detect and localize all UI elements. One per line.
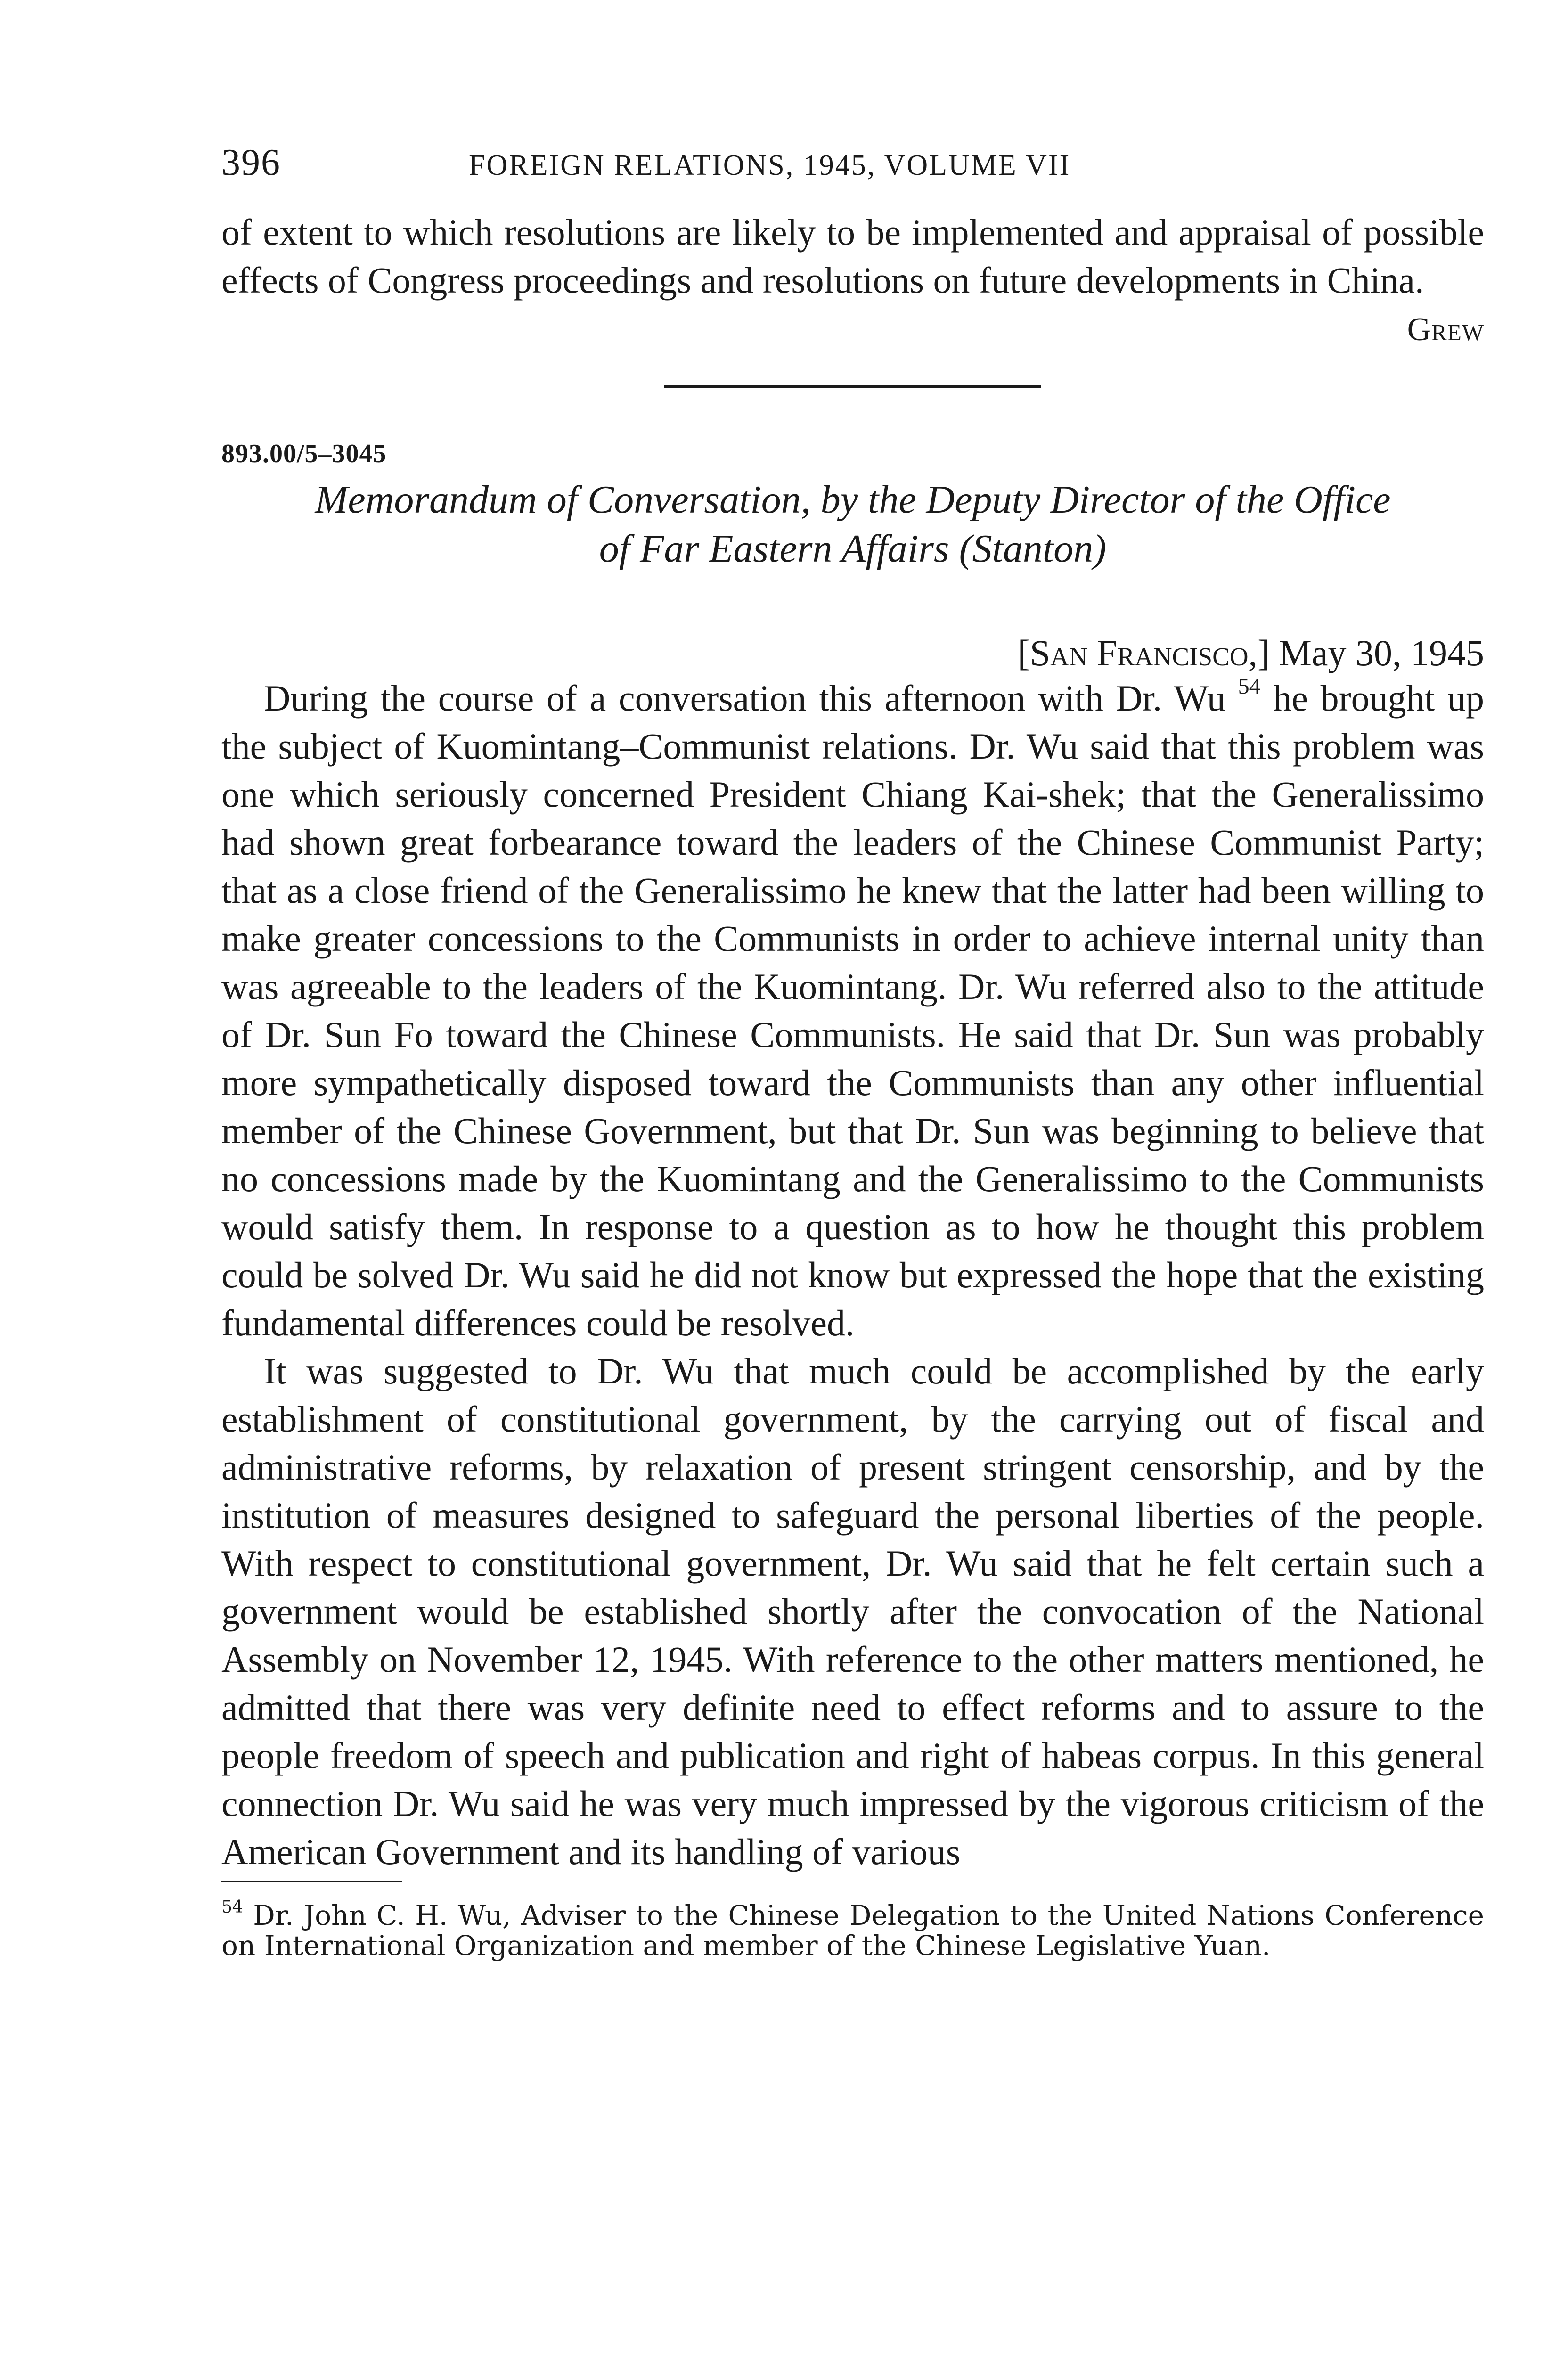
document-title-line-1: Memorandum of Conversation, by the Deputy Director of the Office — [315, 478, 1391, 522]
body-paragraph-1 — [221, 674, 1484, 1347]
body-paragraph-2: It was suggested to Dr. Wu that much could be accomplished by the early establishment of constitutional government, by the carrying out of fiscal and administrative reforms, by relaxation of present stringent censorship, and by the institution of measures designed to safeguard the personal liberties of the people. With respect to constitutional government, Dr. Wu said that he felt certain such a government would be established shortly after the convocation of the National Assembly on November 12, 1945. With reference to the other matters mentioned, he admitted that there was very definite need to effect reforms and to assure to the people freedom of speech and publication and right of habeas corpus. In this general connection Dr. Wu said he was very much impressed by the vigorous criticism of the American Government and its handling of various — [221, 1350, 1484, 1872]
dateline-place: [San Francisco,] — [1017, 632, 1270, 673]
running-head — [221, 141, 1484, 188]
file-number: 893.00/5–3045 — [221, 439, 387, 468]
running-head-title: FOREIGN RELATIONS, 1945, VOLUME VII — [469, 149, 1071, 181]
paragraph-1-opening: During the course of a conversation this afternoon with Dr. Wu — [264, 678, 1225, 719]
page — [221, 141, 1484, 1961]
dateline-date: May 30, 1945 — [1279, 632, 1484, 673]
paragraph-1-body: he brought up the subject of Kuomintang–Communist relations. Dr. Wu said that this problem was one which seriously concerned President Chiang Kai-shek; that the Generalissimo had shown great forbearance toward the leaders of the Chinese Communist Party; that as a close friend of the Generalissimo he knew that the latter had been willing to make greater concessions to the Communists in order to achieve internal unity than was agreeable to the leaders of the Kuomintang. Dr. Wu referred also to the attitude of Dr. Sun Fo toward the Chinese Communists. He said that Dr. Sun was probably more sympathetically disposed toward the Communists than any other influential member of the Chinese Government, but that Dr. Sun was beginning to believe that no concessions made by the Kuomintang and the Generalissimo to the Communists would satisfy them. In response to a question as to how he thought this problem could be solved Dr. Wu said he did not know but expressed the hope that the existing fundamental differences could be resolved. — [221, 678, 1485, 1343]
footnote-text: Dr. John C. H. Wu, Adviser to the Chinese Delegation to the United Nations Conference on International Organization and member of the Chinese Legislative Yuan. — [221, 1899, 1484, 1962]
footnote-reference: 54 — [1238, 674, 1261, 699]
footnote-number: 54 — [221, 1898, 243, 1917]
document-title-line-2: of Far Eastern Affairs (Stanton) — [599, 527, 1107, 571]
section-divider — [664, 385, 1041, 388]
dateline — [221, 632, 1484, 674]
footnote — [221, 1900, 1484, 1961]
footnote-rule — [221, 1881, 402, 1882]
signature: Grew — [1407, 311, 1484, 348]
document-title — [221, 475, 1484, 573]
page-number: 396 — [221, 142, 281, 183]
continuation-paragraph: of extent to which resolutions are likely to be implemented and appraisal of possible effects of Congress proceedings and resolutions on future developments in China. — [221, 212, 1484, 301]
